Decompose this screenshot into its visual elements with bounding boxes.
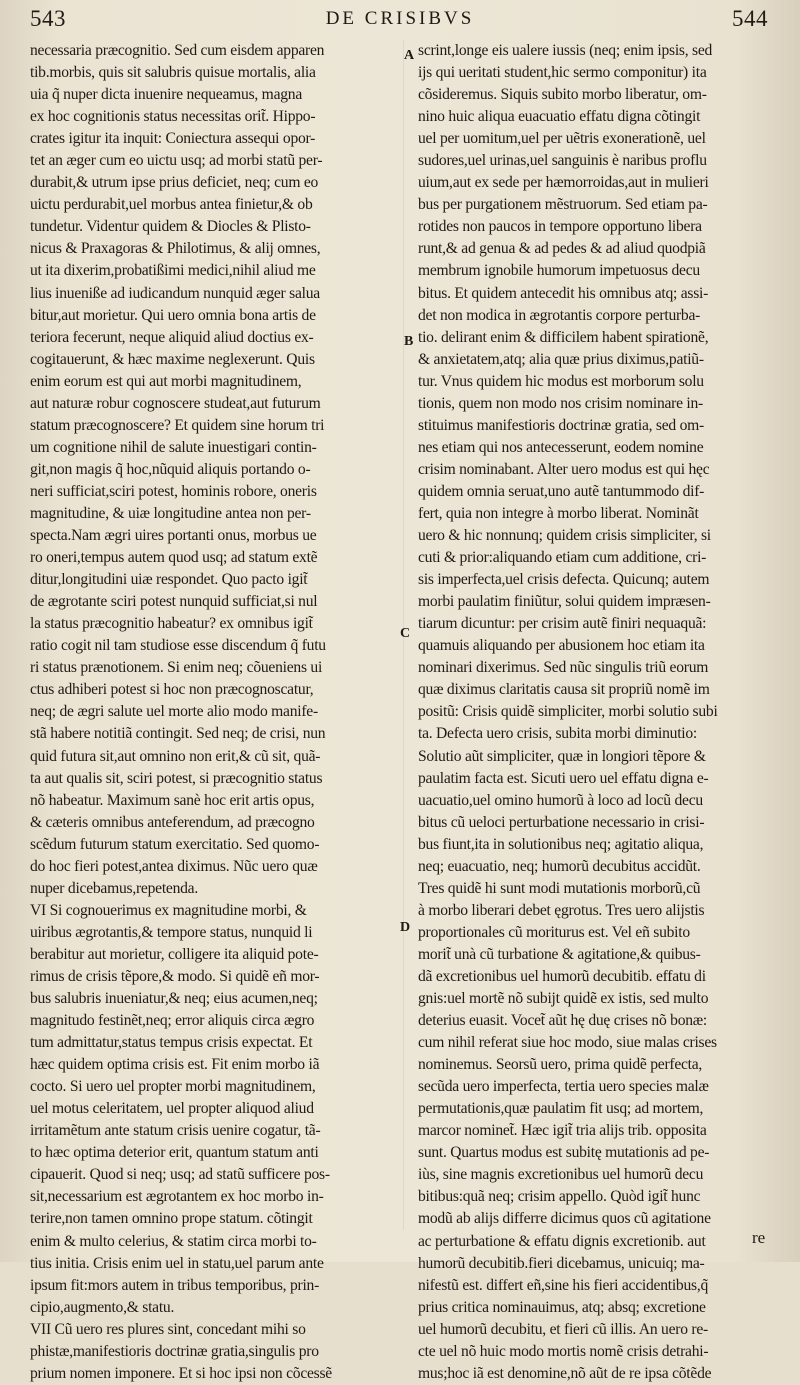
right-text-column	[418, 40, 780, 1385]
text-line: cogitauerunt, & hæc maxime neglexerunt. Quis	[30, 350, 315, 368]
text-line: git,non magis q̃ hoc,nũquid aliquis portando o-	[30, 460, 311, 478]
running-title: DE CRISIBVS	[325, 8, 475, 29]
text-line: sudores,uel urinas,uel sanguinis è naribus proflu	[418, 152, 707, 170]
text-line: ratio cogit nil tam studiose esse discendum q̃ futu	[30, 637, 326, 655]
text-line: deterius euasit. Vocet̃ aũt hę duę crises nõ bonæ:	[418, 1012, 708, 1030]
text-line: nominari dixerimus. Sed nũc singulis triũ eorum	[418, 659, 709, 677]
text-line: ro oneri,tempus autem quod usq; ad statum extẽ	[30, 549, 318, 567]
text-line: tionis, quem non modo nos crisim nominare in-	[418, 394, 704, 412]
section-mark-b: B	[404, 334, 414, 349]
text-line: ctus adhiberi potest si hoc non præcognoscatur,	[30, 681, 314, 699]
text-line: nominemus. Seorsũ uero, prima quidẽ perfecta,	[418, 1056, 703, 1074]
text-line: humorũ decubitib.fieri dicebamus, unicuiq; ma-	[418, 1254, 705, 1272]
text-line: nes etiam qui nos antecesserunt, eodem nomine	[418, 438, 704, 456]
text-line: bitibus:quã neq; crisim appello. Quòd igit̃ hunc	[418, 1188, 701, 1206]
text-line: durabit,& utrum ipse prius deficiet, neq; cum eo	[30, 174, 319, 192]
text-line: paulatim facta est. Sicuti uero uel effatu digna e-	[418, 769, 709, 787]
text-line: ipsum fit:mors autem in tribus temporibus, prin-	[30, 1276, 320, 1294]
text-line: crisim nominabant. Alter uero modus est qui hęc	[418, 460, 710, 478]
text-line: enim & multo celerius, & statim circa morbi to-	[30, 1232, 317, 1250]
text-line: phistæ,manifestioris doctrinæ gratia,singulis pro	[30, 1342, 319, 1360]
text-line: bitus cũ ueloci perturbatione necessario in crisi-	[418, 813, 705, 831]
text-line: scẽdum futurum statum exercitatio. Sed quomo-	[30, 835, 320, 853]
text-line: magnitudine, & uiæ longitudine antea non per-	[30, 504, 311, 522]
text-line: crates igitur ita inquit: Coniectura assequi opor-	[30, 130, 316, 148]
text-line: tet an æger cum eo uictu usq; ad morbi statũ per-	[30, 152, 323, 170]
text-line: uictu perdurabit,uel morbus antea finietur,& ob	[30, 196, 313, 214]
text-line: nicus & Praxagoras & Philotimus, & alij omnes,	[30, 240, 321, 258]
text-line: mus;hoc iã est denomine,nõ aũt de re ipsa cõtẽde	[418, 1364, 712, 1382]
text-line: nõ habeatur. Maximum sanè hoc erit artis opus,	[30, 791, 315, 809]
text-line: membrum ignobile humorum impetuosus decu	[418, 262, 700, 280]
text-line: statum præcognoscere? Et quidem sine horum tri	[30, 416, 325, 434]
text-line: ut ita dixerim,probatißimi medici,nihil aliud me	[30, 262, 316, 280]
text-line: magnitudo festinẽt,neq; error aliquis circa ægro	[30, 1012, 315, 1030]
text-line: secũda uero imperfecta, tertia uero species malæ	[418, 1078, 709, 1096]
text-line: tius initia. Crisis enim uel in statu,uel parum ante	[30, 1254, 324, 1272]
text-line: la status præcognitio habeatur? ex omnibus igit̃	[30, 615, 313, 633]
text-line: uium,aut ex sede per hæmorroidas,aut in mulieri	[418, 174, 709, 192]
text-line: specta.Nam ægri uires portanti onus, morbus ue	[30, 527, 317, 545]
text-line: sit,necessarium est ægrotantem ex hoc morbo in-	[30, 1188, 324, 1206]
left-text-column	[30, 40, 400, 1385]
text-line: to hæc optima deterior erit, quantum statum anti	[30, 1144, 319, 1162]
text-line: à morbo liberari debet ęgrotus. Tres uero alijstis	[418, 901, 705, 919]
text-line: de ægrotante sciri potest nunquid sufficiat,si nul	[30, 593, 318, 611]
text-line: teriora fecerunt, neque aliquid aliud doctius ex-	[30, 328, 314, 346]
text-line: stituimus manifestioris doctrinæ gratia, sed om-	[418, 416, 704, 434]
text-line: stã habere notitiã contingit. Sed neq; de crisi, nun	[30, 725, 326, 743]
text-line: prium nomen imponere. Et si hoc ipsi non cõcessẽ	[30, 1364, 332, 1382]
right-page-number: 544	[732, 6, 768, 31]
text-line: cipauerit. Quod si neq; usq; ad statũ sufficere pos-	[30, 1166, 330, 1184]
text-line: cum nihil referat siue hoc modo, siue malas crises	[418, 1034, 717, 1052]
text-line: det non modica in ægrotantis corpore perturba-	[418, 306, 701, 324]
text-line: nuper dicebamus,repetenda.	[30, 879, 198, 897]
text-line: bus salubris inueniatur,& neq; eius acumen,neq;	[30, 990, 318, 1008]
text-line: cte uel nõ huic modo mortis nomẽ crisis detrahi-	[418, 1342, 709, 1360]
text-line: iùs, sine magnis excretionibus uel humorũ decu	[418, 1166, 704, 1184]
text-line: runt,& ad genua & ad pedes & ad aliud quodpiã	[418, 240, 706, 258]
text-line: ditur,longitudini uiæ respondet. Quo pacto igit̃	[30, 571, 308, 589]
text-line: enim eorum est qui aut morbi magnitudinem,	[30, 372, 302, 390]
text-line: uiribus ægrotantis,& tempore status, nunquid li	[30, 923, 313, 941]
text-line: tum admittatur,status tempus crisis expectat. Et	[30, 1034, 313, 1052]
text-line: nino huic aliqua euacuatio effatu digna cõtingit	[418, 108, 701, 126]
text-line: & anxietatem,atq; alia quæ prius diximus,patiũ-	[418, 350, 704, 368]
text-line: bitur,aut morietur. Qui uero omnia bona artis de	[30, 306, 316, 324]
text-line: irritamẽtum ante statum crisis uenire cogatur, tã-	[30, 1122, 321, 1140]
text-line: ex hoc cognitionis status necessitas orit̃. Hippo-	[30, 108, 316, 126]
text-line: morbi paulatim finiũtur, solui quidem impræsen-	[418, 593, 711, 611]
text-line: tur. Vnus quidem hic modus est morborum solu	[418, 372, 704, 390]
text-line: gnis:uel mortẽ nõ subijt quidẽ ex istis, sed multo	[418, 990, 709, 1008]
text-line: uero & hic nonnunq; quidem crisis simpliciter, si	[418, 527, 711, 545]
text-line: quæ diximus claritatis causa sit propriũ nomẽ im	[418, 681, 710, 699]
text-line: sis imperfecta,uel crisis defecta. Quicunq; autem	[418, 571, 710, 589]
text-line: uel motus celeritatem, uel propter aliquod aliud	[30, 1100, 314, 1118]
text-line: berabitur aut morietur, colligere ita aliquid pote-	[30, 945, 319, 963]
text-line: rotides non paucos in tempore opportuno libera	[418, 218, 702, 236]
text-line: tib.morbis, quis sit salubris quisue mortalis, alia	[30, 64, 316, 82]
text-line: positũ: Crisis quidẽ simpliciter, morbi solutio subi	[418, 703, 718, 721]
text-line: tundetur. Videntur quidem & Diocles & Plisto-	[30, 218, 311, 236]
text-line: ijs qui ueritati student,hic sermo componitur) ita	[418, 64, 707, 82]
text-line: ac perturbatione & effatu dignis excretionib. aut	[418, 1232, 706, 1250]
text-line: morit̃ unà cũ turbatione & agitatione,& quibus-	[418, 945, 701, 963]
text-line: ta. Defecta uero crisis, subita morbi diminutio:	[418, 725, 698, 743]
text-line: cipio,augmento,& statu.	[30, 1298, 175, 1316]
text-line: necessaria præcognitio. Sed cum eisdem apparen	[30, 42, 325, 59]
text-line: bus per purgationem mẽstruorum. Sed etiam pa-	[418, 196, 708, 214]
text-line: cõsideremus. Siquis subito morbo liberatur, om-	[418, 86, 707, 104]
text-line: aut naturæ robur cognoscere studeat,aut futurum	[30, 394, 321, 412]
text-line: sunt. Quartus modus est subitę mutationis ad pe-	[418, 1144, 710, 1162]
text-line: & cæteris omnibus anteferendum, ad præcogno	[30, 813, 315, 831]
section-mark-c: C	[400, 626, 411, 641]
text-line: terire,non tamen omnino prope statum. cõtingit	[30, 1210, 313, 1228]
text-line: lius inueniße ad iudicandum nunquid æger salua	[30, 284, 320, 302]
text-line: neq; euacuatio, neq; humorũ decubitus accidũt.	[418, 857, 701, 875]
section-mark-a: A	[404, 48, 415, 63]
text-line: bitus. Et quidem antecedit his omnibus atq; assi-	[418, 284, 709, 302]
text-line: quidem omnia seruat,uno autẽ tantummodo dif-	[418, 482, 705, 500]
text-line: cuti & prior:aliquando etiam cum additione, cri-	[418, 549, 707, 567]
text-line: tiarum dicuntur: per crisim autẽ finiri nequaquã:	[418, 615, 707, 633]
text-line: uia q̃ nuper dicta inuenire nequeamus, magna	[30, 86, 303, 104]
section-mark-d: D	[400, 920, 411, 935]
text-line: Tres quidẽ hi sunt modi mutationis morborũ,cũ	[418, 879, 701, 897]
left-page-number: 543	[30, 6, 66, 31]
text-line: modũ ab alijs differre dicimus quos cũ agitatione	[418, 1210, 711, 1228]
text-line: do hoc fieri potest,antea diximus. Nũc uero quæ	[30, 857, 318, 875]
text-line: ta aut qualis sit, sciri potest, si præcognitio status	[30, 769, 323, 787]
text-line: um cognitione nihil de salute inuestigari contin-	[30, 438, 317, 456]
text-line: permutationis,quæ paulatim fit usq; ad mortem,	[418, 1100, 704, 1118]
text-line: dã excretionibus uel humorũ decubitib. effatu di	[418, 967, 706, 985]
text-line: uacuatio,uel omino humorũ à loco ad locũ decu	[418, 791, 703, 809]
text-line: Solutio aũt simpliciter, quæ in longiori tẽpore &	[418, 747, 706, 765]
text-line: prius critica nominauimus, atq; absq; excretione	[418, 1298, 706, 1316]
text-line: uel per uomitum,uel per uẽtris exonerationẽ, uel	[418, 130, 706, 148]
text-line: marcor nominet̃. Hæc igit̃ tria alijs trib. opposita	[418, 1122, 707, 1140]
text-line: rimus de crisis tẽpore,& modo. Si quidẽ eñ mor-	[30, 967, 320, 985]
text-line: hæc quidem optima crisis est. Fit enim morbo iã	[30, 1056, 320, 1074]
text-line: nifestũ est. differt eñ,sine his fieri accidentibus,q̃	[418, 1276, 709, 1294]
running-head	[0, 6, 800, 36]
text-line: VI Si cognouerimus ex magnitudine morbi, &	[30, 901, 307, 919]
text-line: neq; de ægri salute uel morte alio modo manife-	[30, 703, 318, 721]
text-line: bus fiunt,ita in solutionibus neq; agitatio aliqua,	[418, 835, 704, 853]
text-line: uel humorũ decubitu, et fieri cũ illis. An uero re-	[418, 1320, 708, 1338]
text-line: cocto. Si uero uel propter morbi magnitudinem,	[30, 1078, 316, 1096]
text-line: ri status prænotionem. Si enim neq; cõueniens ui	[30, 659, 323, 677]
text-line: quamuis aliquando per abusionem hoc etiam ita	[418, 637, 705, 655]
text-line: scrint,longe eis ualere iussis (neq; enim ipsis, sed	[418, 42, 713, 59]
text-line: VII Cũ uero res plures sint, concedant mihi so	[30, 1320, 306, 1338]
text-line: proportionales cũ moriturus est. Vel eñ subito	[418, 923, 690, 941]
text-line: neri sufficiat,sciri potest, hominis robore, oneris	[30, 482, 317, 500]
catchword: re	[752, 1228, 766, 1247]
text-line: fert, quia non integre à morbo liberat. Nominãt	[418, 504, 699, 522]
text-line: tio. delirant enim & difficilem habent spirationẽ,	[418, 328, 709, 346]
text-line: quid futura sit,aut omnino non erit,& cũ sit, quã-	[30, 747, 321, 765]
